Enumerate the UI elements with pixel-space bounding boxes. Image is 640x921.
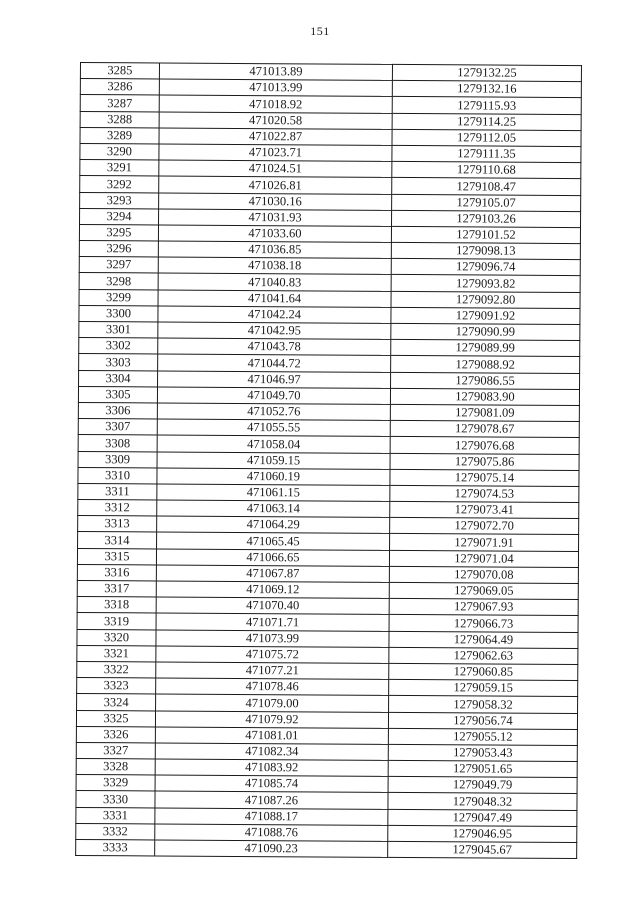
x-coordinate-cell: 471023.71 <box>159 144 392 162</box>
x-coordinate-cell: 471026.81 <box>159 176 392 194</box>
y-coordinate-cell: 1279132.25 <box>392 64 581 81</box>
y-coordinate-cell: 1279086.55 <box>391 372 580 389</box>
y-coordinate-cell: 1279096.74 <box>391 259 580 276</box>
y-coordinate-cell: 1279047.49 <box>388 809 577 826</box>
table-row <box>76 839 577 858</box>
x-coordinate-cell: 471058.04 <box>157 435 390 453</box>
y-coordinate-cell: 1279072.70 <box>390 518 579 535</box>
x-coordinate-cell: 471059.15 <box>157 451 390 469</box>
y-coordinate-cell: 1279111.35 <box>392 145 581 162</box>
point-number-cell: 3307 <box>78 419 157 436</box>
point-number-cell: 3324 <box>77 694 156 711</box>
point-number-cell: 3322 <box>77 661 156 678</box>
point-number-cell: 3314 <box>78 532 157 549</box>
point-number-cell: 3304 <box>79 370 158 387</box>
x-coordinate-cell: 471088.76 <box>155 824 388 842</box>
x-coordinate-cell: 471043.78 <box>158 338 391 356</box>
point-number-cell: 3320 <box>77 629 156 646</box>
point-number-cell: 3328 <box>76 759 155 776</box>
point-number-cell: 3326 <box>76 726 155 743</box>
point-number-cell: 3308 <box>78 435 157 452</box>
x-coordinate-cell: 471038.18 <box>158 257 391 275</box>
point-number-cell: 3305 <box>78 386 157 403</box>
x-coordinate-cell: 471078.46 <box>156 678 389 696</box>
y-coordinate-cell: 1279066.73 <box>389 615 578 632</box>
y-coordinate-cell: 1279092.80 <box>391 291 580 308</box>
x-coordinate-cell: 471046.97 <box>158 371 391 389</box>
y-coordinate-cell: 1279103.26 <box>392 210 581 227</box>
x-coordinate-cell: 471063.14 <box>157 500 390 518</box>
point-number-cell: 3303 <box>79 354 158 371</box>
y-coordinate-cell: 1279060.85 <box>389 663 578 680</box>
y-coordinate-cell: 1279075.86 <box>390 453 579 470</box>
y-coordinate-cell: 1279045.67 <box>388 841 577 858</box>
y-coordinate-cell: 1279071.91 <box>390 534 579 551</box>
coordinates-table <box>75 62 582 859</box>
x-coordinate-cell: 471031.93 <box>159 209 392 227</box>
x-coordinate-cell: 471033.60 <box>158 225 391 243</box>
x-coordinate-cell: 471036.85 <box>158 241 391 259</box>
x-coordinate-cell: 471044.72 <box>158 354 391 372</box>
x-coordinate-cell: 471055.55 <box>157 419 390 437</box>
y-coordinate-cell: 1279053.43 <box>388 744 577 761</box>
y-coordinate-cell: 1279078.67 <box>390 421 579 438</box>
point-number-cell: 3329 <box>76 775 155 792</box>
y-coordinate-cell: 1279081.09 <box>390 404 579 421</box>
x-coordinate-cell: 471079.92 <box>155 710 388 728</box>
y-coordinate-cell: 1279048.32 <box>388 793 577 810</box>
point-number-cell: 3291 <box>80 160 159 177</box>
y-coordinate-cell: 1279074.53 <box>390 485 579 502</box>
y-coordinate-cell: 1279114.25 <box>392 113 581 130</box>
y-coordinate-cell: 1279075.14 <box>390 469 579 486</box>
x-coordinate-cell: 471077.21 <box>156 662 389 680</box>
y-coordinate-cell: 1279105.07 <box>392 194 581 211</box>
point-number-cell: 3290 <box>80 143 159 160</box>
x-coordinate-cell: 471024.51 <box>159 160 392 178</box>
point-number-cell: 3331 <box>76 807 155 824</box>
x-coordinate-cell: 471013.99 <box>159 79 392 97</box>
point-number-cell: 3288 <box>80 111 159 128</box>
point-number-cell: 3333 <box>76 839 155 856</box>
x-coordinate-cell: 471082.34 <box>155 743 388 761</box>
point-number-cell: 3325 <box>76 710 155 727</box>
y-coordinate-cell: 1279110.68 <box>392 162 581 179</box>
y-coordinate-cell: 1279064.49 <box>389 631 578 648</box>
x-coordinate-cell: 471020.58 <box>159 112 392 130</box>
point-number-cell: 3285 <box>80 63 159 80</box>
x-coordinate-cell: 471066.65 <box>156 549 389 567</box>
point-number-cell: 3321 <box>77 645 156 662</box>
point-number-cell: 3286 <box>80 79 159 96</box>
y-coordinate-cell: 1279073.41 <box>390 501 579 518</box>
y-coordinate-cell: 1279132.16 <box>392 81 581 98</box>
y-coordinate-cell: 1279112.05 <box>392 129 581 146</box>
x-coordinate-cell: 471064.29 <box>157 516 390 534</box>
y-coordinate-cell: 1279101.52 <box>391 226 580 243</box>
point-number-cell: 3289 <box>80 127 159 144</box>
y-coordinate-cell: 1279051.65 <box>388 760 577 777</box>
point-number-cell: 3300 <box>79 305 158 322</box>
x-coordinate-cell: 471073.99 <box>156 630 389 648</box>
point-number-cell: 3313 <box>78 516 157 533</box>
y-coordinate-cell: 1279067.93 <box>389 599 578 616</box>
point-number-cell: 3310 <box>78 467 157 484</box>
page-number: 151 <box>310 24 330 38</box>
x-coordinate-cell: 471065.45 <box>157 532 390 550</box>
point-number-cell: 3306 <box>78 402 157 419</box>
y-coordinate-cell: 1279091.92 <box>391 307 580 324</box>
x-coordinate-cell: 471049.70 <box>157 387 390 405</box>
point-number-cell: 3316 <box>77 564 156 581</box>
y-coordinate-cell: 1279115.93 <box>392 97 581 114</box>
point-number-cell: 3298 <box>79 273 158 290</box>
point-number-cell: 3287 <box>80 95 159 112</box>
point-number-cell: 3317 <box>77 580 156 597</box>
x-coordinate-cell: 471041.64 <box>158 290 391 308</box>
x-coordinate-cell: 471087.26 <box>155 791 388 809</box>
y-coordinate-cell: 1279090.99 <box>391 323 580 340</box>
y-coordinate-cell: 1279093.82 <box>391 275 580 292</box>
y-coordinate-cell: 1279098.13 <box>391 242 580 259</box>
y-coordinate-cell: 1279071.04 <box>389 550 578 567</box>
point-number-cell: 3297 <box>79 257 158 274</box>
y-coordinate-cell: 1279056.74 <box>388 712 577 729</box>
point-number-cell: 3299 <box>79 289 158 306</box>
point-number-cell: 3309 <box>78 451 157 468</box>
y-coordinate-cell: 1279108.47 <box>392 178 581 195</box>
y-coordinate-cell: 1279046.95 <box>388 825 577 842</box>
x-coordinate-cell: 471071.71 <box>156 613 389 631</box>
point-number-cell: 3292 <box>80 176 159 193</box>
x-coordinate-cell: 471022.87 <box>159 128 392 146</box>
x-coordinate-cell: 471013.89 <box>159 63 392 81</box>
x-coordinate-cell: 471018.92 <box>159 95 392 113</box>
y-coordinate-cell: 1279070.08 <box>389 566 578 583</box>
x-coordinate-cell: 471075.72 <box>156 646 389 664</box>
point-number-cell: 3315 <box>77 548 156 565</box>
point-number-cell: 3293 <box>80 192 159 209</box>
x-coordinate-cell: 471042.24 <box>158 306 391 324</box>
y-coordinate-cell: 1279059.15 <box>389 680 578 697</box>
y-coordinate-cell: 1279083.90 <box>390 388 579 405</box>
y-coordinate-cell: 1279069.05 <box>389 582 578 599</box>
y-coordinate-cell: 1279076.68 <box>390 437 579 454</box>
point-number-cell: 3330 <box>76 791 155 808</box>
y-coordinate-cell: 1279058.32 <box>389 696 578 713</box>
x-coordinate-cell: 471030.16 <box>159 192 392 210</box>
y-coordinate-cell: 1279062.63 <box>389 647 578 664</box>
y-coordinate-cell: 1279088.92 <box>391 356 580 373</box>
x-coordinate-cell: 471085.74 <box>155 775 388 793</box>
point-number-cell: 3302 <box>79 338 158 355</box>
x-coordinate-cell: 471069.12 <box>156 581 389 599</box>
x-coordinate-cell: 471060.19 <box>157 468 390 486</box>
x-coordinate-cell: 471081.01 <box>155 727 388 745</box>
point-number-cell: 3296 <box>79 241 158 258</box>
point-number-cell: 3301 <box>79 321 158 338</box>
x-coordinate-cell: 471052.76 <box>157 403 390 421</box>
y-coordinate-cell: 1279055.12 <box>388 728 577 745</box>
point-number-cell: 3332 <box>76 823 155 840</box>
point-number-cell: 3311 <box>78 483 157 500</box>
x-coordinate-cell: 471040.83 <box>158 273 391 291</box>
x-coordinate-cell: 471083.92 <box>155 759 388 777</box>
x-coordinate-cell: 471042.95 <box>158 322 391 340</box>
point-number-cell: 3294 <box>80 208 159 225</box>
point-number-cell: 3327 <box>76 742 155 759</box>
x-coordinate-cell: 471061.15 <box>157 484 390 502</box>
x-coordinate-cell: 471088.17 <box>155 808 388 826</box>
point-number-cell: 3318 <box>77 597 156 614</box>
coordinates-table-body <box>76 63 582 859</box>
x-coordinate-cell: 471090.23 <box>155 840 388 858</box>
point-number-cell: 3295 <box>79 224 158 241</box>
point-number-cell: 3319 <box>77 613 156 630</box>
x-coordinate-cell: 471070.40 <box>156 597 389 615</box>
x-coordinate-cell: 471067.87 <box>156 565 389 583</box>
y-coordinate-cell: 1279089.99 <box>391 340 580 357</box>
y-coordinate-cell: 1279049.79 <box>388 777 577 794</box>
point-number-cell: 3323 <box>77 678 156 695</box>
point-number-cell: 3312 <box>78 500 157 517</box>
x-coordinate-cell: 471079.00 <box>156 694 389 712</box>
